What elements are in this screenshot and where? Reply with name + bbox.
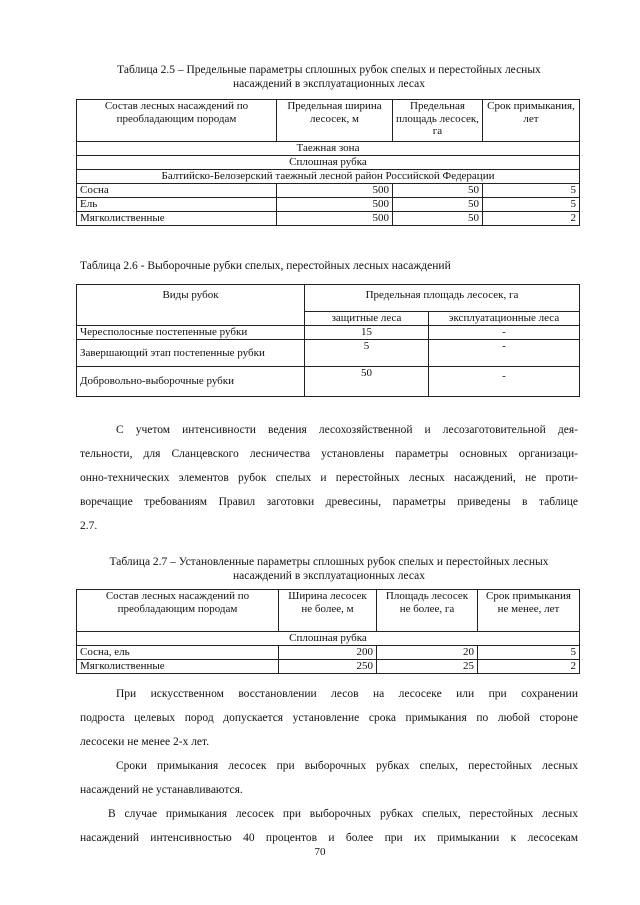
header-width: Ширина лесосек не более, м	[279, 590, 377, 632]
header-term: Срок примыкания, лет	[483, 100, 580, 142]
text-line: воречащие требованиям Правил заготовки древесины, параметры приведены в таблице	[80, 496, 578, 508]
text-line: насаждений не устанавливаются.	[80, 784, 243, 796]
header-term: Срок примыкания не менее, лет	[478, 590, 580, 632]
table-2-5	[76, 99, 580, 226]
width-cell: 500	[277, 212, 393, 226]
width-cell: 500	[277, 184, 393, 198]
paragraph	[80, 418, 578, 538]
header-protective: защитные леса	[305, 312, 429, 326]
table-2-6-caption: Таблица 2.6 - Выборочные рубки спелых, перестойных лесных насаждений	[80, 260, 451, 272]
table-row	[77, 646, 580, 660]
caption-line: насаждений в эксплуатационных лесах	[232, 78, 425, 90]
term-cell: 5	[478, 646, 580, 660]
species-cell: Мягколиственные	[77, 212, 277, 226]
header-area: Предельная площадь лесосек, га	[305, 285, 580, 312]
kind-cell: Добровольно-выборочные рубки	[77, 367, 305, 397]
protective-cell: 5	[305, 340, 429, 367]
width-cell: 200	[279, 646, 377, 660]
paragraph	[80, 754, 578, 802]
width-cell: 250	[279, 660, 377, 674]
page-number: 70	[314, 846, 326, 858]
term-cell: 5	[483, 184, 580, 198]
table-row	[77, 198, 580, 212]
text-line: лесосеки не менее 2-х лет.	[80, 736, 210, 748]
text-line: онно-технических элементов рубок спелых и перестойных лесных насаждений, не проти-	[80, 472, 578, 484]
header-area: Предельная площадь лесосек, га	[393, 100, 483, 142]
cut-type-row: Сплошная рубка	[77, 632, 580, 646]
table-2-5-caption	[80, 63, 578, 91]
cut-type-row: Сплошная рубка	[77, 156, 580, 170]
area-cell: 20	[377, 646, 478, 660]
exploitation-cell: -	[429, 340, 580, 367]
caption-line: насаждений в эксплуатационных лесах	[232, 570, 425, 582]
table-2-6	[76, 284, 580, 397]
area-cell: 50	[393, 198, 483, 212]
text-line: С учетом интенсивности ведения лесохозяйственной и лесозаготовительной дея-	[116, 424, 578, 436]
text-line: 2.7.	[80, 520, 98, 532]
header-width: Предельная ширина лесосек, м	[277, 100, 393, 142]
width-cell: 500	[277, 198, 393, 212]
table-row	[77, 184, 580, 198]
term-cell: 5	[483, 198, 580, 212]
protective-cell: 50	[305, 367, 429, 397]
text-line: тельности, для Сланцевского лесничества установлены параметры основных организаци-	[80, 448, 578, 460]
table-2-7-caption	[80, 555, 578, 583]
term-cell: 2	[478, 660, 580, 674]
header-species: Состав лесных насаждений по преобладающим породам	[77, 100, 277, 142]
caption-line: Таблица 2.5 – Предельные параметры сплошных рубок спелых и перестойных лесных	[117, 64, 541, 76]
table-row	[77, 326, 580, 340]
text-line: В случае примыкания лесосек при выборочных рубках спелых, перестойных лесных	[108, 808, 578, 820]
table-2-7	[76, 589, 580, 674]
text-line: подроста целевых пород допускается установление срока примыкания по любой стороне	[80, 712, 578, 724]
text-line: насаждений интенсивностью 40 процентов и более при их примыкании к лесосекам	[80, 832, 578, 844]
area-cell: 50	[393, 184, 483, 198]
paragraph	[80, 802, 578, 850]
region-row: Балтийско-Белозерский таежный лесной район Российской Федерации	[77, 170, 580, 184]
exploitation-cell: -	[429, 326, 580, 340]
text-line: При искусственном восстановлении лесов на лесосеке или при сохранении	[116, 688, 578, 700]
term-cell: 2	[483, 212, 580, 226]
protective-cell: 15	[305, 326, 429, 340]
header-species: Состав лесных насаждений по преобладающим породам	[77, 590, 279, 632]
paragraph	[80, 682, 578, 754]
exploitation-cell: -	[429, 367, 580, 397]
area-cell: 25	[377, 660, 478, 674]
table-row	[77, 212, 580, 226]
species-cell: Сосна	[77, 184, 277, 198]
kind-cell: Завершающий этап постепенные рубки	[77, 340, 305, 367]
text-line: Сроки примыкания лесосек при выборочных рубках спелых, перестойных лесных	[116, 760, 578, 772]
species-cell: Сосна, ель	[77, 646, 279, 660]
table-row	[77, 340, 580, 367]
header-exploitation: эксплуатационные леса	[429, 312, 580, 326]
header-kind: Виды рубок	[77, 285, 305, 326]
kind-cell: Чересполосные постепенные рубки	[77, 326, 305, 340]
table-row	[77, 367, 580, 397]
zone-row: Таежная зона	[77, 142, 580, 156]
header-area: Площадь лесосек не более, га	[377, 590, 478, 632]
area-cell: 50	[393, 212, 483, 226]
species-cell: Ель	[77, 198, 277, 212]
table-row	[77, 660, 580, 674]
species-cell: Мягколиственные	[77, 660, 279, 674]
caption-line: Таблица 2.7 – Установленные параметры сплошных рубок спелых и перестойных лесных	[109, 556, 549, 568]
